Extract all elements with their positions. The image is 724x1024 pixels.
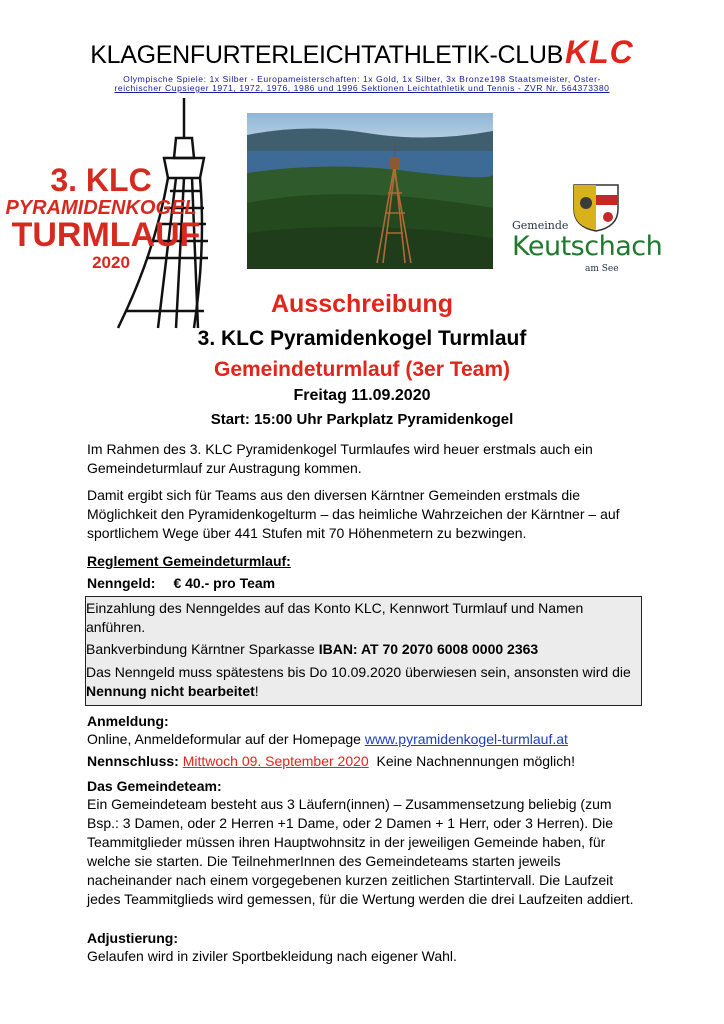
logo-line1: 3. KLC bbox=[50, 162, 152, 198]
intro-paragraph-2: Damit ergibt sich für Teams aus den diversen Kärntner Gemeinden erstmals die Möglichkeit den Pyramidenkogelturm – das heimliche Wahrzeichen der Kärntner – auf sportlichem Wege über 441 Stufen mit 70 Höhenmetern zu bezwingen. bbox=[87, 487, 620, 541]
registration-text bbox=[87, 730, 647, 749]
payment-instruction-text: Einzahlung des Nenngeldes auf das Konto KLC, Kennwort Turmlauf und Namen anführen. bbox=[86, 600, 584, 635]
logo-line2: PYRAMIDENKOGEL bbox=[5, 197, 197, 219]
deadline-prefix: Das Nenngeld muss spätestens bis Do 10.09.2020 überwiesen sein, ansonsten wird die bbox=[86, 664, 631, 680]
fee-line bbox=[87, 574, 647, 593]
payment-instruction bbox=[86, 599, 631, 637]
registration-prefix: Online, Anmeldeformular auf der Homepage bbox=[87, 731, 365, 747]
payment-box bbox=[85, 596, 642, 706]
closing-note: Keine Nachnennungen möglich! bbox=[368, 753, 575, 769]
municipality-name: Keutschach bbox=[512, 231, 663, 262]
registration-heading: Anmeldung: bbox=[87, 713, 169, 729]
club-tagline-1: Olympische Spiele: 1x Silber - Europameisterschaften: 1x Gold, 1x Silber, 3x Bronze198 Staatsmeister, Öster- bbox=[123, 74, 601, 84]
intro-paragraph-1: Im Rahmen des 3. KLC Pyramidenkogel Turmlaufes wird heuer erstmals auch ein Gemeindeturmlauf zur Austragung kommen. bbox=[87, 441, 593, 476]
iban: IBAN: AT 70 2070 6008 0000 2363 bbox=[318, 641, 539, 657]
municipality-suffix: am See bbox=[585, 264, 619, 274]
municipality-label: Gemeinde bbox=[512, 219, 569, 232]
closing-date: Mittwoch 09. September 2020 bbox=[182, 753, 369, 769]
tower-photo bbox=[247, 113, 493, 269]
attire-text: Gelaufen wird in ziviler Sportbekleidung nach eigener Wahl. bbox=[87, 948, 457, 964]
attire-heading: Adjustierung: bbox=[87, 930, 178, 946]
team-text: Ein Gemeindeteam besteht aus 3 Läufern(innen) – Zusammensetzung beliebig (zum Bsp.: 3 Damen, oder 2 Herren +1 Dame, oder 2 Damen + 1 Herr, oder 3 Herren). Die Teammitglieder müssen ihren Hauptwohnsitz in der jeweiligen Gemeinde haben, für welche sie starten. Die TeilnehmerInnen des Gemeindeteams starten jeweils nacheinander nach einem vorgegebenen kurzen zeitlichen Startintervall. Die Laufzeit jedes Teammitglieds wird gemessen, für die Wertung werden die drei Laufzeiten addiert. bbox=[87, 796, 634, 907]
registration-link[interactable]: www.pyramidenkogel-turmlauf.at bbox=[364, 731, 568, 747]
club-abbr-logo: KLC bbox=[564, 34, 634, 70]
event-date: Freitag 11.09.2020 bbox=[293, 387, 431, 404]
event-start: Start: 15:00 Uhr Parkplatz Pyramidenkogel bbox=[210, 411, 514, 428]
fee-value: € 40.- pro Team bbox=[173, 575, 276, 591]
closing-label: Nennschluss: bbox=[87, 753, 179, 769]
closing-line bbox=[87, 752, 647, 771]
logo-year: 2020 bbox=[92, 253, 130, 272]
club-tagline-2: reichischer Cupsieger 1971, 1972, 1976, 1986 und 1996 Sektionen Leichtathletik und Tennis - ZVR Nr. 564373380 bbox=[114, 83, 610, 93]
deadline-suffix: ! bbox=[254, 683, 259, 699]
payment-deadline bbox=[86, 663, 631, 701]
deadline-bold: Nennung nicht bearbeitet bbox=[86, 683, 255, 699]
coat-of-arms-icon bbox=[566, 183, 626, 233]
sub-event-title: Gemeindeturmlauf (3er Team) bbox=[213, 358, 511, 381]
logo-line3: TURMLAUF bbox=[11, 216, 201, 254]
event-title: 3. KLC Pyramidenkogel Turmlauf bbox=[197, 327, 527, 350]
club-title bbox=[0, 34, 724, 71]
bank-line bbox=[86, 640, 631, 659]
club-name: KLAGENFURTERLEICHTATHLETIK-CLUB bbox=[90, 41, 563, 69]
team-heading: Das Gemeindeteam: bbox=[87, 778, 222, 794]
announcement-heading: Ausschreibung bbox=[271, 290, 453, 318]
rules-heading: Reglement Gemeindeturmlauf: bbox=[87, 553, 291, 569]
bank-prefix: Bankverbindung Kärntner Sparkasse bbox=[86, 641, 319, 657]
fee-label: Nenngeld: bbox=[87, 575, 156, 591]
